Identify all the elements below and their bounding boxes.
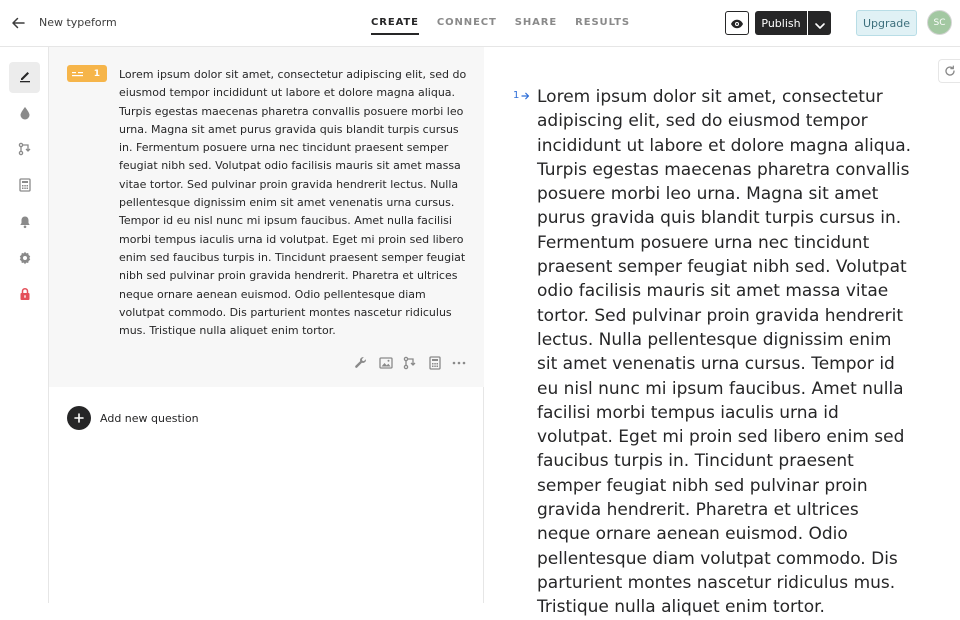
refresh-icon	[944, 62, 956, 81]
statement-icon	[72, 64, 83, 83]
question-list-panel	[49, 47, 484, 603]
chevron-down-icon	[815, 14, 825, 33]
question-toolbar	[349, 355, 472, 371]
rail-content-editor[interactable]	[9, 62, 40, 93]
bell-icon	[19, 214, 31, 233]
add-question-label: Add new question	[100, 411, 199, 425]
back-arrow-icon[interactable]	[9, 14, 27, 32]
wrench-icon[interactable]	[349, 355, 374, 371]
rail-settings[interactable]	[9, 244, 40, 275]
publish-button[interactable]: Publish	[755, 11, 807, 35]
question-number: 1	[93, 68, 100, 79]
gear-icon	[18, 250, 32, 269]
left-toolbar	[0, 47, 49, 603]
form-title[interactable]: New typeform	[39, 16, 117, 29]
rail-calculator[interactable]	[9, 171, 40, 202]
main-tabs	[371, 0, 648, 47]
calculator-icon[interactable]	[423, 355, 448, 371]
question-card[interactable]	[49, 47, 484, 387]
avatar[interactable]: SC	[927, 10, 952, 35]
tab-create[interactable]: CREATE	[371, 0, 419, 35]
tab-connect[interactable]: CONNECT	[436, 17, 497, 28]
top-bar	[0, 0, 960, 47]
preview-question-text: Lorem ipsum dolor sit amet, consectetur adipiscing elit, sed do eiusmod tempor incididunt ut labore et dolore magna aliqua. Turpis egestas maecenas pharetra convallis posuere morbi leo urna. Magna sit amet purus gravida quis blandit turpis cursus in. Fermentum posuere urna nec tincidunt praesent semper feugiat nibh sed. Volutpat odio facilisis mauris sit amet massa vitae tortor. Sed pulvinar proin gravida hendrerit lectus. Nulla pellentesque dignissim enim sit amet venenatis urna cursus. Tempor id eu nisl nunc mi ipsum faucibus. Amet nulla facilisi morbi tempus iaculis urna id volutpat. Eget mi proin sed libero enim sed faucibus turpis in. Tincidunt praesent semper feugiat nibh sed pulvinar proin gravida hendrerit. Pharetra et ultrices neque ornare aenean euismod. Odio pellentesque diam volutpat commodo. Dis parturient montes nascetur ridiculus mus. Tristique nulla aliquet enim tortor.	[537, 87, 912, 618]
tab-results[interactable]: RESULTS	[575, 17, 631, 28]
logic-icon[interactable]	[398, 355, 423, 371]
question-type-badge[interactable]	[67, 65, 107, 82]
image-icon[interactable]	[374, 355, 399, 371]
rail-notifications[interactable]	[9, 208, 40, 239]
lock-icon	[19, 286, 31, 305]
preview-number-label: 1	[513, 90, 520, 101]
calculator-icon	[19, 177, 31, 196]
drop-icon	[19, 105, 31, 124]
eye-icon	[730, 14, 744, 33]
upgrade-button[interactable]: Upgrade	[856, 10, 917, 36]
add-question-button[interactable]	[67, 406, 199, 430]
pen-icon	[18, 68, 32, 87]
rail-design[interactable]	[9, 99, 40, 130]
refresh-preview-button[interactable]	[938, 59, 960, 83]
publish-options-button[interactable]	[808, 11, 831, 35]
arrow-right-icon	[521, 92, 530, 100]
more-options-icon[interactable]	[447, 355, 472, 371]
rail-access[interactable]	[9, 280, 40, 311]
preview-question-number	[513, 90, 530, 101]
form-preview	[485, 47, 960, 618]
tab-share[interactable]: SHARE	[514, 17, 558, 28]
preview-button[interactable]	[725, 11, 749, 35]
question-text[interactable]: Lorem ipsum dolor sit amet, consectetur adipiscing elit, sed do eiusmod tempor incididunt ut labore et dolore magna aliqua. Turpis egestas maecenas pharetra convallis posuere morbi leo urna. Magna sit amet purus gravida quis blandit turpis cursus in. Fermentum posuere urna nec tincidunt praesent semper feugiat nibh sed. Volutpat odio facilisis mauris sit amet massa vitae tortor. Sed pulvinar proin gravida hendrerit lectus. Nulla pellentesque dignissim enim sit amet venenatis urna cursus. Tempor id eu nisl nunc mi ipsum faucibus. Amet nulla facilisi morbi tempus iaculis urna id volutpat. Eget mi proin sed libero enim sed faucibus turpis in. Tincidunt praesent semper feugiat nibh sed pulvinar proin gravida hendrerit. Pharetra et ultrices neque ornare aenean euismod. Odio pellentesque diam volutpat commodo. Dis parturient montes nascetur ridiculus mus. Tristique nulla aliquet enim tortor.	[119, 68, 467, 338]
logic-icon	[18, 141, 32, 160]
plus-icon	[67, 406, 91, 430]
rail-logic[interactable]	[9, 135, 40, 166]
